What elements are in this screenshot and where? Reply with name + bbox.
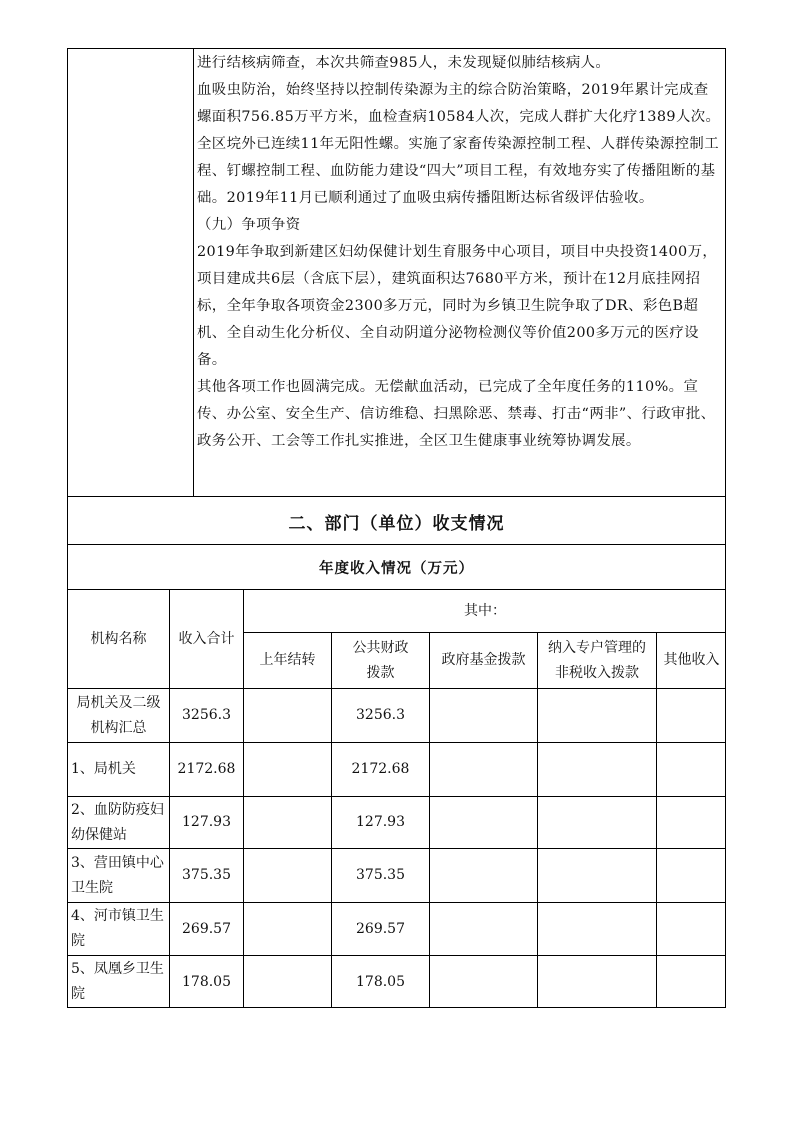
row-2-gov-fund xyxy=(430,797,537,848)
row-3-total: 375.35 xyxy=(182,867,231,883)
row-1-other xyxy=(657,743,726,796)
row-3-carryover xyxy=(244,849,331,902)
row-4-public-finance: 269.57 xyxy=(356,920,405,937)
row-3-public-finance: 375.35 xyxy=(356,867,405,883)
row-5-total: 178.05 xyxy=(182,973,231,990)
header-org-name: 机构名称 xyxy=(90,630,147,647)
row-3-other xyxy=(657,849,726,902)
row-1-public-finance: 2172.68 xyxy=(351,761,410,777)
row-0-total: 3256.3 xyxy=(182,707,231,723)
row-0-name: 局机关及二级机构汇总 xyxy=(76,694,161,736)
row-5-non-tax xyxy=(538,956,656,1008)
paragraph-funding: 2019年争取到新建区妇幼保健计划生育服务中心项目，项目中央投资1400万，项目建成共6层（含底下层），建筑面积达7680平方米，预计在12月底挂网招标，全年争取各项资金2300多万元，同时为乡镇卫生院争取了DR、彩色B超机、全自动生化分析仪、全自动阴道分泌物检测仪等价值200多万元的医疗设备。 xyxy=(197,244,718,368)
row-5-name: 5、凤凰乡卫生院 xyxy=(71,961,164,1002)
top-column-divider xyxy=(193,48,194,497)
row-1-name: 1、局机关 xyxy=(71,761,136,777)
row-4-carryover xyxy=(244,903,331,955)
row-4-non-tax xyxy=(538,903,656,955)
paragraph-heading-funding: （九）争项争资 xyxy=(197,217,301,233)
header-gov-fund: 政府基金拨款 xyxy=(441,652,526,668)
header-public-finance: 公共财政拨款 xyxy=(352,639,409,681)
row-1-gov-fund xyxy=(430,743,537,796)
header-total: 收入合计 xyxy=(178,630,235,647)
row-0-public-finance: 3256.3 xyxy=(356,707,405,723)
row-2-total: 127.93 xyxy=(182,814,231,830)
row-3-name: 3、营田镇中心卫生院 xyxy=(71,854,164,896)
row-5-other xyxy=(657,956,726,1008)
row-1-non-tax xyxy=(538,743,656,796)
row-2-name: 2、血防防疫妇幼保健站 xyxy=(71,801,164,843)
row-1-carryover xyxy=(244,743,331,796)
header-non-tax: 纳入专户管理的非税收入拨款 xyxy=(548,639,646,681)
table-title: 年度收入情况（万元） xyxy=(319,559,474,577)
row-3-non-tax xyxy=(538,849,656,902)
row-5-public-finance: 178.05 xyxy=(356,973,405,990)
header-other: 其他收入 xyxy=(663,652,720,668)
work-summary-text xyxy=(197,50,723,455)
section-title: 二、部门（单位）收支情况 xyxy=(288,513,505,534)
row-2-non-tax xyxy=(538,797,656,848)
row-0-non-tax xyxy=(538,689,656,742)
row-2-carryover xyxy=(244,797,331,848)
row-5-carryover xyxy=(244,956,331,1008)
row-5-gov-fund xyxy=(430,956,537,1008)
row-2-public-finance: 127.93 xyxy=(356,814,405,830)
row-4-other xyxy=(657,903,726,955)
paragraph-schistosomiasis: 血吸虫防治，始终坚持以控制传染源为主的综合防治策略，2019年累计完成查螺面积756.85万平方米，血检查病10584人次，完成人群扩大化疗1389人次。全区垸外已连续11年无阳性螺。实施了家畜传染源控制工程、人群传染源控制工程、钉螺控制工程、血防能力建设“四大”项目工程，有效地夯实了传播阻断的基础。2019年11月已顺利通过了血吸虫病传播阻断达标省级评估验收。 xyxy=(197,82,721,206)
row-4-name: 4、河市镇卫生院 xyxy=(71,908,164,949)
row-0-carryover xyxy=(244,689,331,742)
row-4-gov-fund xyxy=(430,903,537,955)
row-1-total: 2172.68 xyxy=(177,761,236,777)
paragraph-other-work: 其他各项工作也圆满完成。无偿献血活动，已完成了全年度任务的110%。宣传、办公室、安全生产、信访维稳、扫黑除恶、禁毒、打击“两非”、行政审批、政务公开、工会等工作扎实推进，全区卫生健康事业统筹协调发展。 xyxy=(197,379,716,449)
row-0-gov-fund xyxy=(430,689,537,742)
row-2-other xyxy=(657,797,726,848)
row-4-total: 269.57 xyxy=(182,920,231,937)
header-of-which: 其中： xyxy=(464,602,506,619)
row-3-gov-fund xyxy=(430,849,537,902)
row-0-other xyxy=(657,689,726,742)
paragraph-tb-screening: 进行结核病筛查，本次共筛查985人，未发现疑似肺结核病人。 xyxy=(197,55,611,71)
header-carryover: 上年结转 xyxy=(259,652,316,668)
